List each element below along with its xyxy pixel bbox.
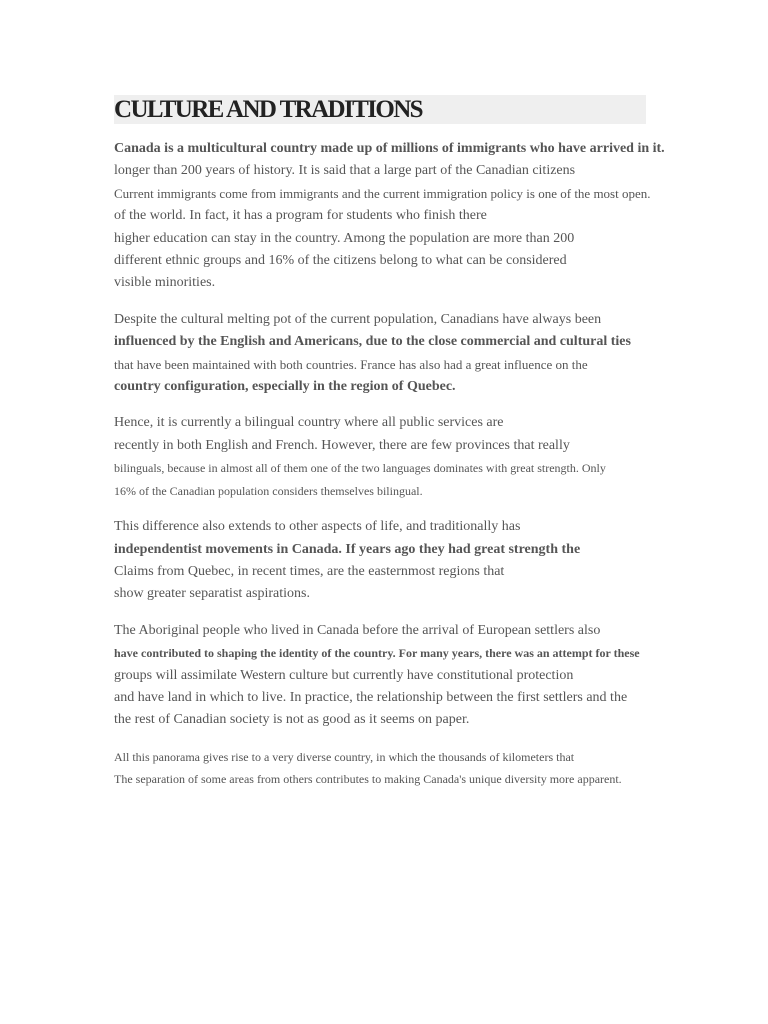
paragraph-line: of the world. In fact, it has a program for students who finish there xyxy=(114,208,487,224)
paragraph-line: higher education can stay in the country. Among the population are more than 200 xyxy=(114,230,575,246)
paragraph-line: Claims from Quebec, in recent times, are the easternmost regions that xyxy=(114,563,505,579)
paragraph-line: The separation of some areas from others contributes to making Canada's unique diversity more apparent. xyxy=(114,772,622,787)
paragraph-line: Hence, it is currently a bilingual country where all public services are xyxy=(114,415,504,431)
paragraph-line: that have been maintained with both countries. France has also had a great influence on the xyxy=(114,356,588,372)
paragraph-3 xyxy=(114,412,674,502)
paragraph-line: visible minorities. xyxy=(114,275,216,291)
paragraph-line: This difference also extends to other aspects of life, and traditionally has xyxy=(114,519,521,535)
paragraph-line: 16% of the Canadian population considers themselves bilingual. xyxy=(114,483,423,498)
paragraph-2 xyxy=(114,309,674,399)
paragraph-line: recently in both English and French. However, there are few provinces that really xyxy=(114,437,570,453)
paragraph-line: groups will assimilate Western culture but currently have constitutional protection xyxy=(114,667,574,683)
paragraph-line: longer than 200 years of history. It is said that a large part of the Canadian citizens xyxy=(114,163,576,179)
paragraph-line: country configuration, especially in the region of Quebec. xyxy=(114,379,456,395)
paragraph-4 xyxy=(114,516,674,606)
paragraph-line: bilinguals, because in almost all of them one of the two languages dominates with great strength. Only xyxy=(114,461,606,476)
paragraph-line: independentist movements in Canada. If years ago they had great strength the xyxy=(114,541,581,557)
paragraph-line: the rest of Canadian society is not as good as it seems on paper. xyxy=(114,712,470,728)
page-title: CULTURE AND TRADITIONS xyxy=(114,96,422,123)
document-body xyxy=(114,138,674,791)
paragraph-line: All this panorama gives rise to a very diverse country, in which the thousands of kilometers that xyxy=(114,749,575,764)
paragraph-1 xyxy=(114,138,674,295)
paragraph-line: show greater separatist aspirations. xyxy=(114,586,310,602)
paragraph-line: influenced by the English and Americans, due to the close commercial and cultural ties xyxy=(114,334,631,350)
paragraph-5 xyxy=(114,620,674,732)
paragraph-line: Current immigrants come from immigrants and the current immigration policy is one of the most open. xyxy=(114,185,651,201)
document-page xyxy=(114,95,674,805)
paragraph-line: and have land in which to live. In practice, the relationship between the first settlers and the xyxy=(114,689,628,705)
paragraph-line: different ethnic groups and 16% of the citizens belong to what can be considered xyxy=(114,253,567,269)
paragraph-line: Canada is a multicultural country made up of millions of immigrants who have arrived in it. xyxy=(114,141,665,156)
paragraph-line: Despite the cultural melting pot of the current population, Canadians have always been xyxy=(114,311,602,327)
paragraph-6 xyxy=(114,746,674,791)
title-bar xyxy=(114,95,646,124)
paragraph-line: The Aboriginal people who lived in Canada before the arrival of European settlers also xyxy=(114,622,601,638)
paragraph-line: have contributed to shaping the identity of the country. For many years, there was an attempt for these xyxy=(114,646,640,661)
